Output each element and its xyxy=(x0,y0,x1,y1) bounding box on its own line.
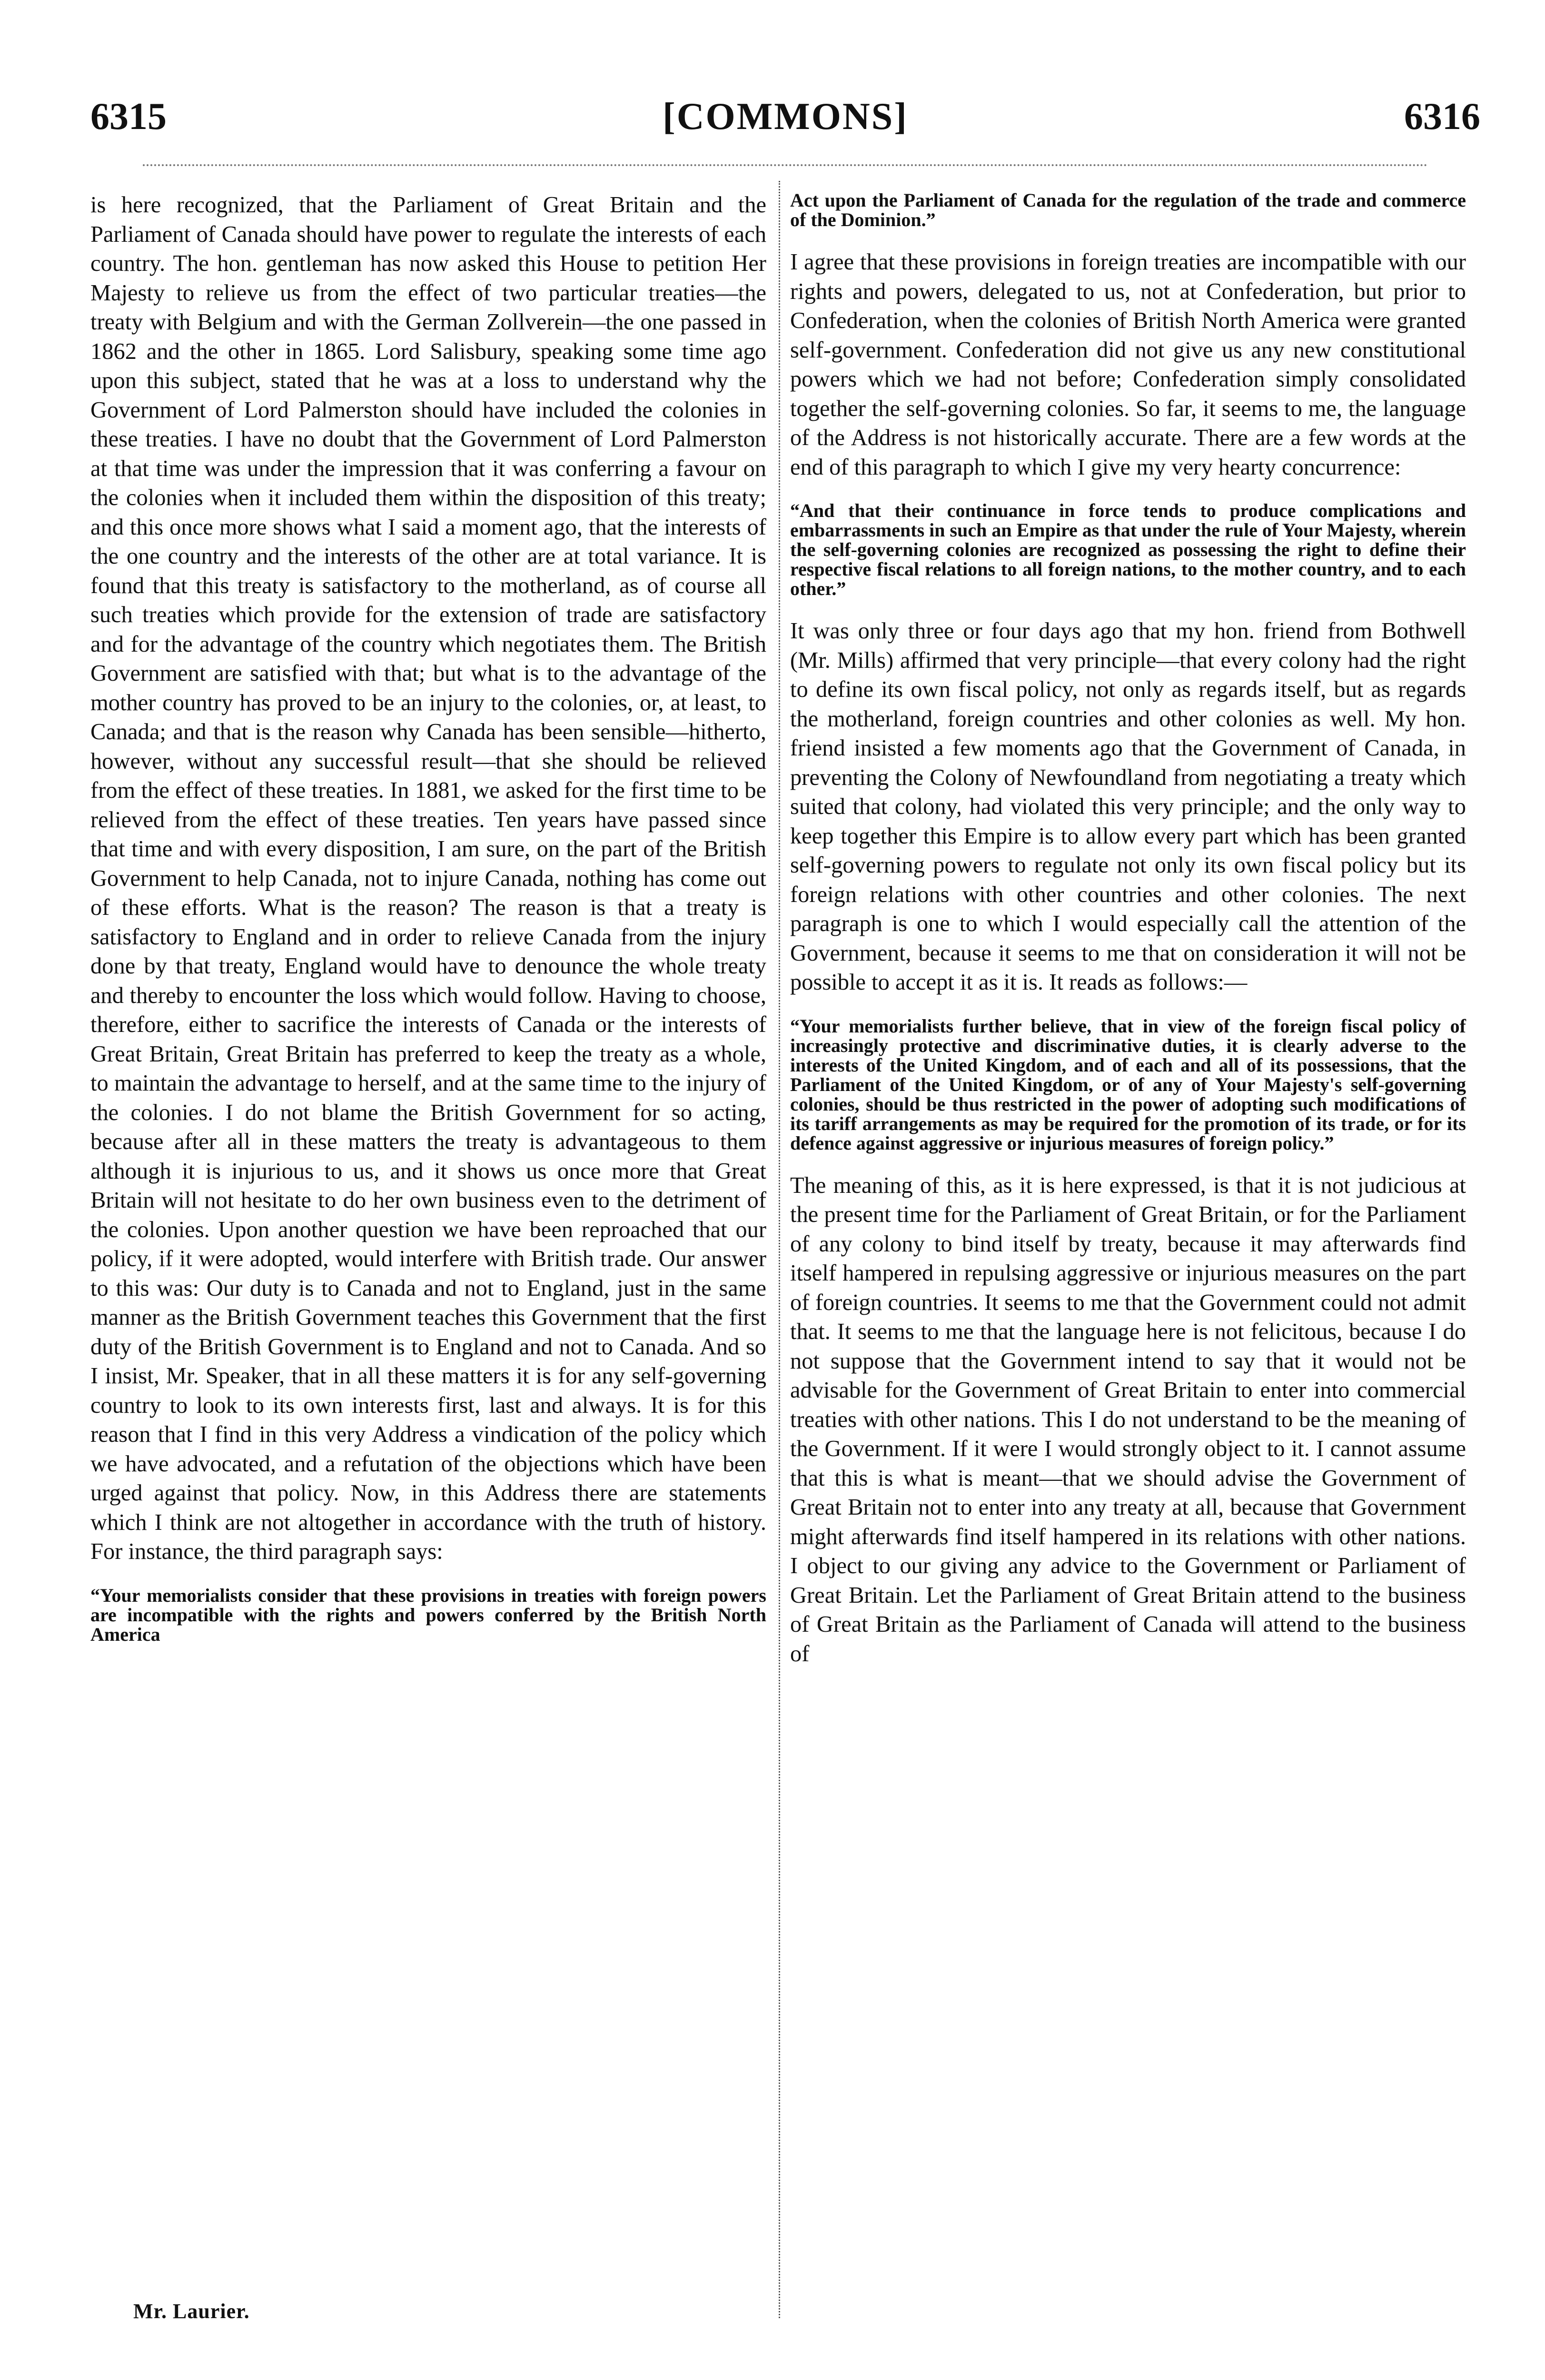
column-divider xyxy=(779,181,780,2318)
page-number-right: 6316 xyxy=(1404,96,1480,138)
speaker-label: Mr. Laurier. xyxy=(133,2300,250,2323)
body-paragraph: It was only three or four days ago that my hon. friend from Bothwell (Mr. Mills) affirmed that very principle—that every colony had the right to define its own fiscal policy, not only as regards itself, but as regards the motherland, foreign countries and other colonies as well. My hon. friend insisted a few moments ago that the Government of Canada, in preventing the Colony of Newfoundland from negotiating a treaty which suited that colony, had violated this very principle; and the only way to keep together this Empire is to allow every part which has been granted self-governing powers to regulate not only its own fiscal policy but its foreign relations with other countries and other colonies. The next paragraph is one to which I would especially call the attention of the Government, because it seems to me that on consideration it will not be possible to accept it as it is. It reads as follows:— xyxy=(790,618,1466,995)
page-header xyxy=(90,95,1480,148)
right-column xyxy=(790,190,1466,1668)
body-paragraph: The meaning of this, as it is here expressed, is that it is not judicious at the present time for the Parliament of Great Britain, or for the Parliament of any colony to bind itself by treaty, because it may afterwards find itself hampered in repulsing aggressive or injurious measures on the part of foreign countries. It seems to me that the Government could not admit that. It seems to me that the language here is not felicitous, because I do not suppose that the Government intend to say that it would not be advisable for the Government of Great Britain to enter into commercial treaties with other nations. This I do not understand to be the meaning of the Government. If it were I would strongly object to it. I cannot assume that this is what is meant—that we should advise the Government of Great Britain not to enter into any treaty at all, because that Government might afterwards find itself hampered in its relations with other nations. I object to our giving any advice to the Government or Parliament of Great Britain. Let the Parliament of Great Britain attend to the business of Great Britain as the Parliament of Canada will attend to the business of xyxy=(790,1172,1466,1666)
block-quote: “And that their continuance in force tends to produce complications and embarrassments in such an Empire as that under the rule of Your Majesty, wherein the self-governing colonies are recognized as possessing the right to define their respective fiscal relations to all foreign nations, to the mother country, and to each other.” xyxy=(790,500,1466,599)
header-rule xyxy=(143,164,1428,166)
body-paragraph: is here recognized, that the Parliament of Great Britain and the Parliament of Canada should have power to regulate the interests of each country. The hon. gentleman has now asked this House to petition Her Majesty to relieve us from the effect of two particular treaties—the treaty with Belgium and with the German Zollverein—the one passed in 1862 and the other in 1865. Lord Salisbury, speaking some time ago upon this subject, stated that he was at a loss to understand why the Government of Lord Palmerston should have included the colonies in these treaties. I have no doubt that the Government of Lord Palmerston at that time was under the impression that it was conferring a favour on the colonies when it included them within the disposition of this treaty; and this once more shows what I said a moment ago, that the interests of the one country and the interests of the other are at total variance. It is found that this treaty is satisfactory to the motherland, as of course all such treaties which provide for the extension of trade are satisfactory and for the advantage of the country which negotiates them. The British Government are satisfied with that; but what is to the advantage of the mother country has proved to be an injury to the colonies, or, at least, to Canada; and that is the reason why Canada has been sensible—hitherto, however, without any successful result—that she should be relieved from the effect of these treaties. In 1881, we asked for the first time to be relieved from the effect of these treaties. Ten years have passed since that time and with every disposition, I am sure, on the part of the British Government to help Canada, not to injure Canada, nothing has come out of these efforts. What is the reason? The reason is that a treaty is satisfactory to England and in order to relieve Canada from the injury done by that treaty, England would have to denounce the whole treaty and thereby to encounter the loss which would follow. Having to choose, therefore, either to sacrifice the interests of Canada or the interests of Great Britain, Great Britain has preferred to keep the treaty as a whole, to maintain the advantage to herself, and at the same time to the injury of the colonies. I do not blame the British Government for so acting, because after all in these matters the treaty is advantageous to them although it is injurious to us, and it shows us once more that Great Britain will not hesitate to do her own business even to the detriment of the colonies. Upon another question we have been reproached that our policy, if it were adopted, would interfere with British trade. Our answer to this was: Our duty is to Canada and not to England, just in the same manner as the British Government teaches this Government that the first duty of the British Government is to England and not to Canada. And so I insist, Mr. Speaker, that in all these matters it is for any self-governing country to look to its own interests first, last and always. It is for this reason that I find in this very Address a vindication of the policy which we have advocated, and a refutation of the objections which have been urged against that policy. Now, in this Address there are statements which I think are not altogether in accordance with the truth of history. For instance, the third paragraph says: xyxy=(90,192,766,1564)
left-column xyxy=(90,190,766,1662)
block-quote: “Your memorialists consider that these provisions in treaties with foreign powers are incompatible with the rights and powers conferred by the British North America xyxy=(90,1584,766,1645)
running-title: [COMMONS] xyxy=(663,96,908,138)
page-number-left: 6315 xyxy=(90,96,167,138)
body-paragraph: I agree that these provisions in foreign treaties are incompatible with our rights and powers, delegated to us, not at Confederation, but prior to Confederation, when the colonies of British North America were granted self-government. Confederation did not give us any new constitutional powers which we had not before; Confederation simply consolidated together the self-governing colonies. So far, it seems to me, the language of the Address is not historically accurate. There are a few words at the end of this paragraph to which I give my very hearty concurrence: xyxy=(790,249,1466,480)
block-quote-continuation: Act upon the Parliament of Canada for the regulation of the trade and commerce of the Dominion.” xyxy=(790,189,1466,230)
block-quote: “Your memorialists further believe, that in view of the foreign fiscal policy of increasingly protective and discriminative duties, it is clearly adverse to the interests of the United Kingdom, and of each and all of its possessions, that the Parliament of the United Kingdom, or of any of Your Majesty's self-governing colonies, should be thus restricted in the power of adopting such modifications of its tariff arrangements as may be required for the promotion of its trade, or for its defence against aggressive or injurious measures of foreign policy.” xyxy=(790,1015,1466,1154)
